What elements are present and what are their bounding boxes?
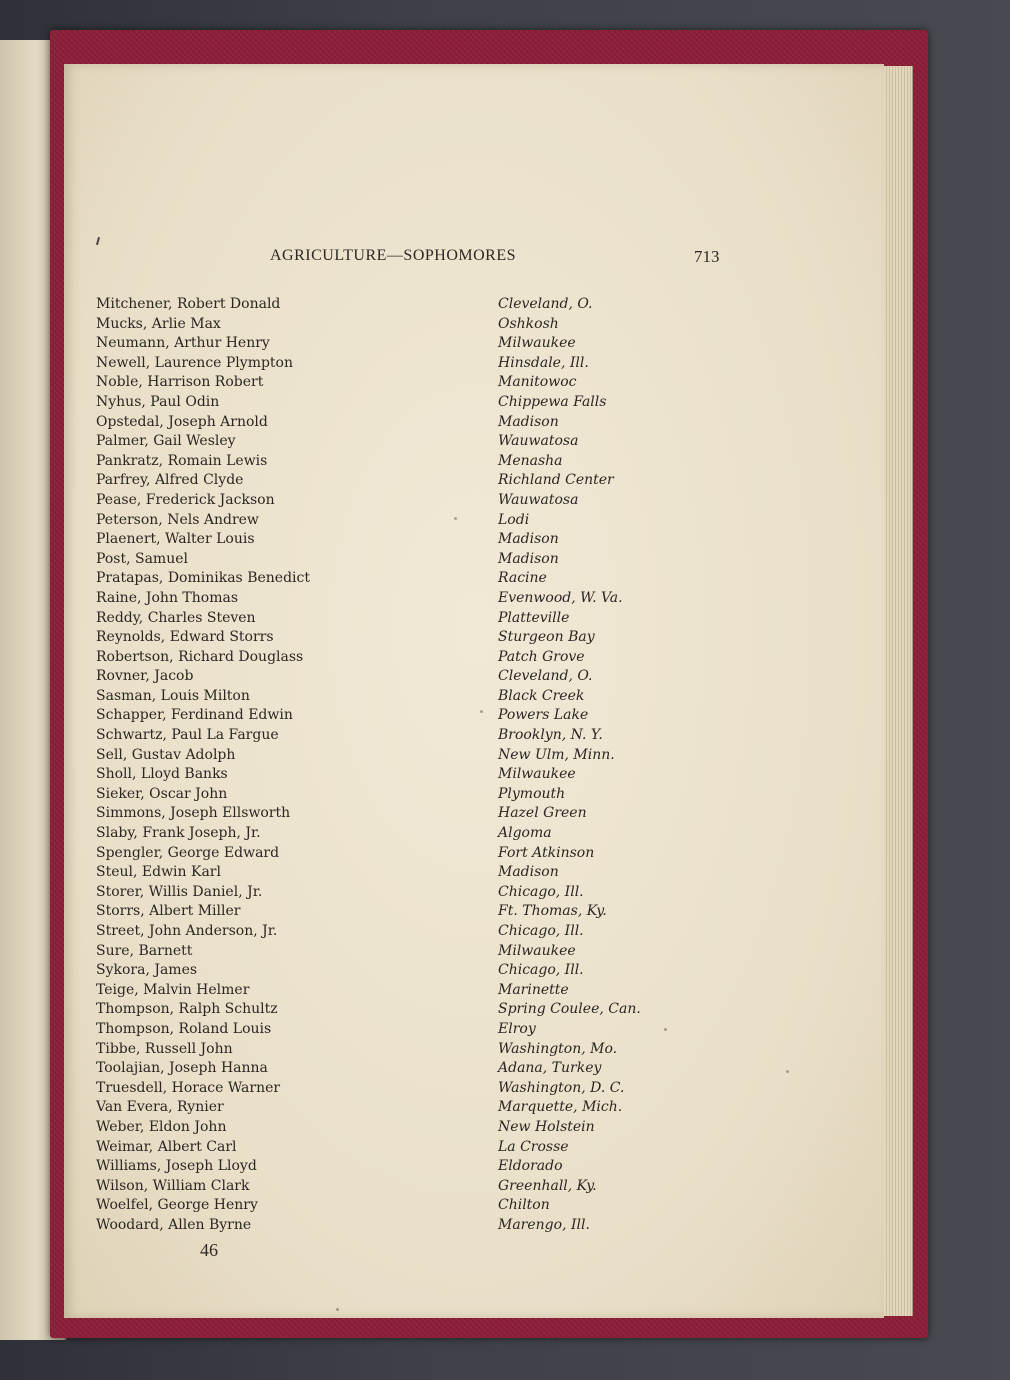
list-item <box>96 824 696 844</box>
student-hometown: Madison <box>498 550 559 567</box>
list-item <box>96 1040 696 1060</box>
student-name: Peterson, Nels Andrew <box>96 511 259 528</box>
student-name: Newell, Laurence Plympton <box>96 354 294 371</box>
list-item <box>96 1098 696 1118</box>
page-title: AGRICULTURE—SOPHOMORES <box>270 247 516 264</box>
student-name: Sasman, Louis Milton <box>96 687 250 704</box>
student-hometown: Manitowoc <box>498 374 577 391</box>
student-name: Rovner, Jacob <box>96 668 194 685</box>
student-hometown: Hinsdale, Ill. <box>498 354 589 371</box>
list-item <box>96 687 696 707</box>
list-item <box>96 883 696 903</box>
student-name: Storer, Willis Daniel, Jr. <box>96 883 263 900</box>
student-hometown: Lodi <box>498 511 530 528</box>
student-hometown: Racine <box>498 570 547 587</box>
list-item <box>96 569 696 589</box>
student-hometown: Milwaukee <box>498 942 576 959</box>
speck <box>786 1070 789 1073</box>
page-stack-edge <box>884 66 913 1316</box>
list-item <box>96 315 696 335</box>
student-hometown: Platteville <box>498 609 570 626</box>
student-hometown: Wauwatosa <box>498 433 579 450</box>
student-hometown: Evenwood, W. Va. <box>498 589 623 606</box>
student-name: Van Evera, Rynier <box>96 1099 224 1116</box>
student-name: Palmer, Gail Wesley <box>96 433 236 450</box>
speck <box>454 517 457 520</box>
student-name: Tibbe, Russell John <box>96 1040 233 1057</box>
list-item <box>96 785 696 805</box>
student-hometown: Fort Atkinson <box>498 844 595 861</box>
list-item <box>96 942 696 962</box>
student-hometown: Oshkosh <box>498 315 559 332</box>
student-name: Wilson, William Clark <box>96 1177 250 1194</box>
list-item <box>96 1196 696 1216</box>
student-name: Noble, Harrison Robert <box>96 374 264 391</box>
list-item <box>96 746 696 766</box>
student-name: Plaenert, Walter Louis <box>96 531 255 548</box>
student-name: Schapper, Ferdinand Edwin <box>96 707 293 724</box>
student-hometown: Marquette, Mich. <box>498 1099 623 1116</box>
student-name: Pankratz, Romain Lewis <box>96 452 268 469</box>
student-name: Neumann, Arthur Henry <box>96 335 270 352</box>
student-hometown: Madison <box>498 531 559 548</box>
list-item <box>96 1000 696 1020</box>
student-name: Sykora, James <box>96 962 198 979</box>
student-hometown: Hazel Green <box>498 805 587 822</box>
student-name: Teige, Malvin Helmer <box>96 981 250 998</box>
list-item <box>96 1138 696 1158</box>
speck <box>336 1308 339 1311</box>
student-hometown: Cleveland, O. <box>498 668 593 685</box>
list-item <box>96 1177 696 1197</box>
student-hometown: Black Creek <box>498 687 585 704</box>
list-item <box>96 804 696 824</box>
list-item <box>96 373 696 393</box>
student-name: Raine, John Thomas <box>96 589 239 606</box>
student-hometown: Plymouth <box>498 785 566 802</box>
student-name: Sure, Barnett <box>96 942 193 959</box>
list-item <box>96 863 696 883</box>
student-name: Mitchener, Robert Donald <box>96 296 281 312</box>
student-name: Steul, Edwin Karl <box>96 864 221 881</box>
student-name: Toolajian, Joseph Hanna <box>96 1060 268 1077</box>
student-hometown: Milwaukee <box>498 766 576 783</box>
list-item <box>96 628 696 648</box>
student-list <box>96 295 696 1236</box>
list-item <box>96 1118 696 1138</box>
student-hometown: Chicago, Ill. <box>498 883 584 900</box>
student-name: Thompson, Roland Louis <box>96 1020 272 1037</box>
speck <box>480 710 483 713</box>
student-hometown: Madison <box>498 413 559 430</box>
student-hometown: New Holstein <box>498 1118 595 1135</box>
student-name: Weimar, Albert Carl <box>96 1138 237 1155</box>
list-item <box>96 511 696 531</box>
student-name: Truesdell, Horace Warner <box>96 1079 281 1096</box>
list-item <box>96 648 696 668</box>
list-item <box>96 1079 696 1099</box>
student-hometown: Sturgeon Bay <box>498 629 595 646</box>
list-item <box>96 706 696 726</box>
student-hometown: New Ulm, Minn. <box>498 746 615 763</box>
list-item <box>96 844 696 864</box>
student-hometown: Powers Lake <box>498 707 589 724</box>
list-item <box>96 432 696 452</box>
student-name: Storrs, Albert Miller <box>96 903 241 920</box>
student-hometown: Chicago, Ill. <box>498 962 584 979</box>
student-name: Post, Samuel <box>96 550 188 567</box>
student-name: Williams, Joseph Lloyd <box>96 1158 257 1175</box>
list-item <box>96 334 696 354</box>
student-hometown: Marinette <box>498 981 569 998</box>
student-name: Spengler, George Edward <box>96 844 280 861</box>
student-name: Pratapas, Dominikas Benedict <box>96 570 310 587</box>
ink-mark <box>96 237 100 245</box>
student-hometown: Spring Coulee, Can. <box>498 1001 641 1018</box>
student-hometown: Greenhall, Ky. <box>498 1177 597 1194</box>
student-name: Mucks, Arlie Max <box>96 315 221 332</box>
student-hometown: Marengo, Ill. <box>498 1216 590 1233</box>
list-item <box>96 413 696 433</box>
book-page <box>64 64 884 1318</box>
list-item <box>96 589 696 609</box>
list-item <box>96 491 696 511</box>
list-item <box>96 1059 696 1079</box>
student-hometown: Menasha <box>498 452 563 469</box>
list-item <box>96 961 696 981</box>
student-hometown: Chippewa Falls <box>498 393 607 410</box>
student-hometown: Patch Grove <box>498 648 585 665</box>
student-name: Simmons, Joseph Ellsworth <box>96 805 291 822</box>
student-name: Opstedal, Joseph Arnold <box>96 413 268 430</box>
student-name: Pease, Frederick Jackson <box>96 491 275 508</box>
student-hometown: Cleveland, O. <box>498 296 593 312</box>
student-hometown: La Crosse <box>498 1138 569 1155</box>
student-name: Slaby, Frank Joseph, Jr. <box>96 825 261 842</box>
student-name: Thompson, Ralph Schultz <box>96 1001 278 1018</box>
student-name: Nyhus, Paul Odin <box>96 393 220 410</box>
student-hometown: Milwaukee <box>498 335 576 352</box>
list-item <box>96 1020 696 1040</box>
student-hometown: Chilton <box>498 1197 550 1214</box>
student-name: Street, John Anderson, Jr. <box>96 923 278 939</box>
student-hometown: Eldorado <box>498 1158 563 1175</box>
student-name: Sholl, Lloyd Banks <box>96 766 228 783</box>
list-item <box>96 667 696 687</box>
student-hometown: Washington, D. C. <box>498 1079 625 1096</box>
student-name: Schwartz, Paul La Fargue <box>96 727 279 744</box>
student-hometown: Chicago, Ill. <box>498 923 584 939</box>
page-number: 713 <box>694 247 720 266</box>
list-item <box>96 354 696 374</box>
student-hometown: Elroy <box>498 1020 536 1037</box>
list-item <box>96 530 696 550</box>
list-item <box>96 726 696 746</box>
list-item <box>96 471 696 491</box>
student-hometown: Ft. Thomas, Ky. <box>498 903 607 920</box>
student-hometown: Brooklyn, N. Y. <box>498 727 603 744</box>
list-item <box>96 550 696 570</box>
list-item <box>96 295 696 315</box>
student-hometown: Wauwatosa <box>498 491 579 508</box>
student-hometown: Madison <box>498 864 559 881</box>
student-name: Woelfel, George Henry <box>96 1197 258 1214</box>
list-item <box>96 452 696 472</box>
list-item <box>96 1157 696 1177</box>
student-name: Robertson, Richard Douglass <box>96 648 304 665</box>
list-item <box>96 609 696 629</box>
speck <box>664 1028 667 1031</box>
list-item <box>96 981 696 1001</box>
list-item <box>96 902 696 922</box>
student-hometown: Algoma <box>498 825 552 842</box>
list-item <box>96 1216 696 1236</box>
student-hometown: Richland Center <box>498 472 614 489</box>
running-header <box>64 247 884 269</box>
student-hometown: Washington, Mo. <box>498 1040 618 1057</box>
student-name: Sell, Gustav Adolph <box>96 746 236 763</box>
student-name: Parfrey, Alfred Clyde <box>96 472 244 489</box>
student-name: Sieker, Oscar John <box>96 785 228 802</box>
student-name: Reynolds, Edward Storrs <box>96 629 274 646</box>
student-hometown: Adana, Turkey <box>498 1060 602 1077</box>
student-name: Woodard, Allen Byrne <box>96 1216 252 1233</box>
list-item <box>96 922 696 942</box>
student-name: Weber, Eldon John <box>96 1118 227 1135</box>
list-item <box>96 765 696 785</box>
student-name: Reddy, Charles Steven <box>96 609 256 626</box>
signature-mark: 46 <box>200 1240 218 1260</box>
list-item <box>96 393 696 413</box>
